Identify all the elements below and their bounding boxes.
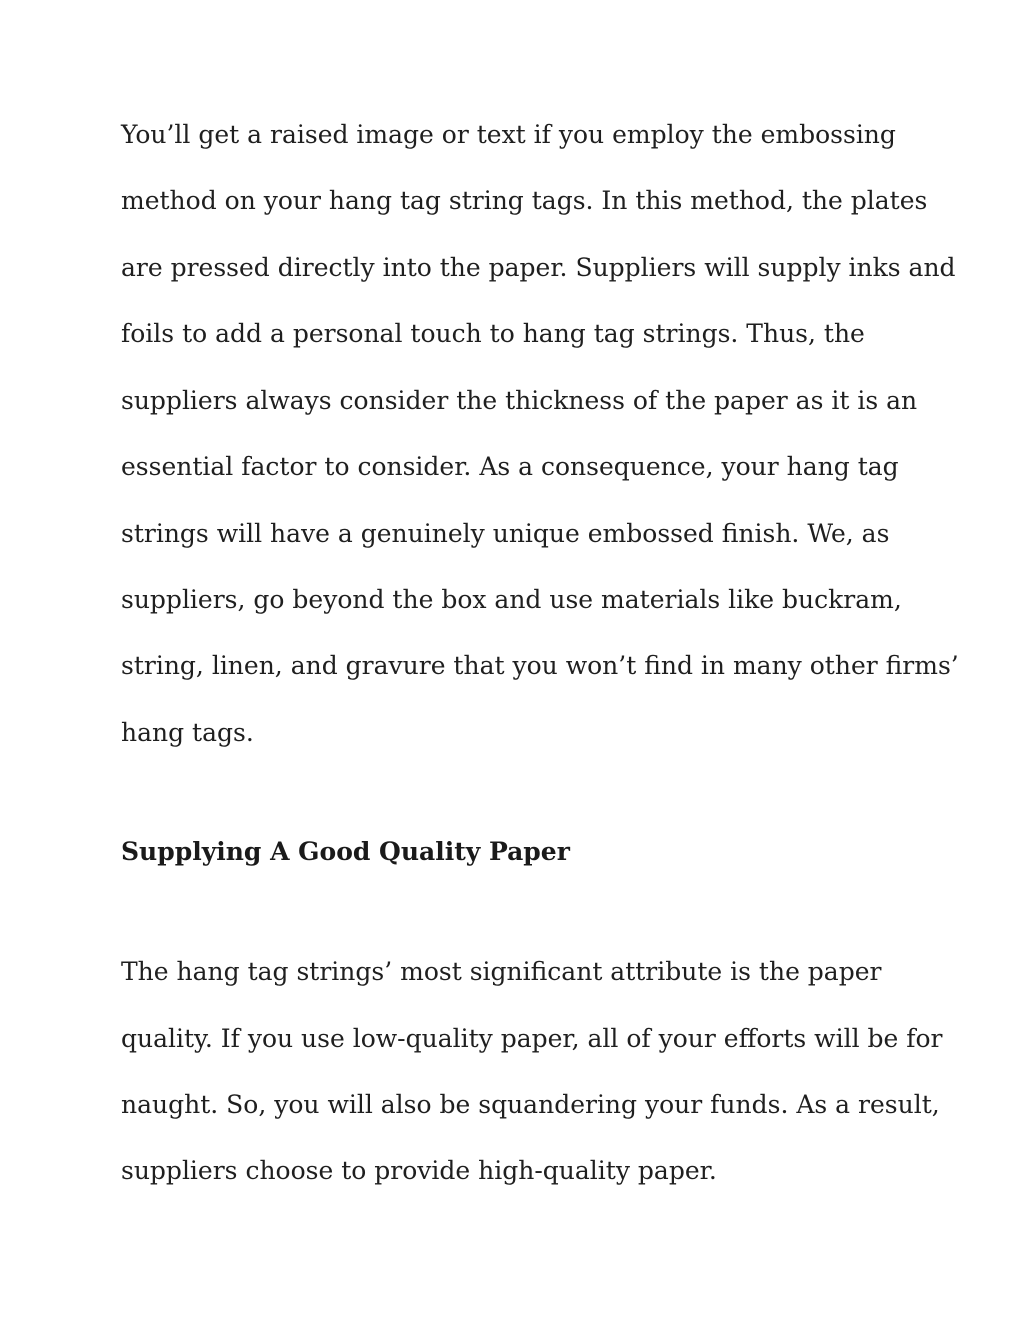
- paragraph-line: suppliers always consider the thickness of the paper as it is an: [121, 386, 918, 415]
- paragraph-line: naught. So, you will also be squandering your funds. As a result,: [121, 1090, 940, 1119]
- paragraph-line: method on your hang tag string tags. In this method, the plates: [121, 186, 928, 215]
- paragraph-line: are pressed directly into the paper. Suppliers will supply inks and: [121, 253, 956, 282]
- paragraph-line: hang tags.: [121, 718, 254, 747]
- paragraph-line: strings will have a genuinely unique embossed finish. We, as: [121, 519, 890, 548]
- paragraph-line: essential factor to consider. As a consequence, your hang tag: [121, 452, 899, 481]
- paragraph-line: suppliers, go beyond the box and use materials like buckram,: [121, 585, 902, 614]
- paragraph-line: foils to add a personal touch to hang tag strings. Thus, the: [121, 319, 865, 348]
- paragraph-line: You’ll get a raised image or text if you employ the embossing: [121, 120, 896, 149]
- paragraph-line: string, linen, and gravure that you won’t find in many other firms’: [121, 651, 959, 680]
- paragraph-line: quality. If you use low-quality paper, all of your efforts will be for: [121, 1024, 943, 1053]
- paragraph-line: The hang tag strings’ most significant attribute is the paper: [121, 957, 882, 986]
- paragraph-line: suppliers choose to provide high-quality paper.: [121, 1156, 717, 1185]
- section-heading: Supplying A Good Quality Paper: [121, 837, 570, 866]
